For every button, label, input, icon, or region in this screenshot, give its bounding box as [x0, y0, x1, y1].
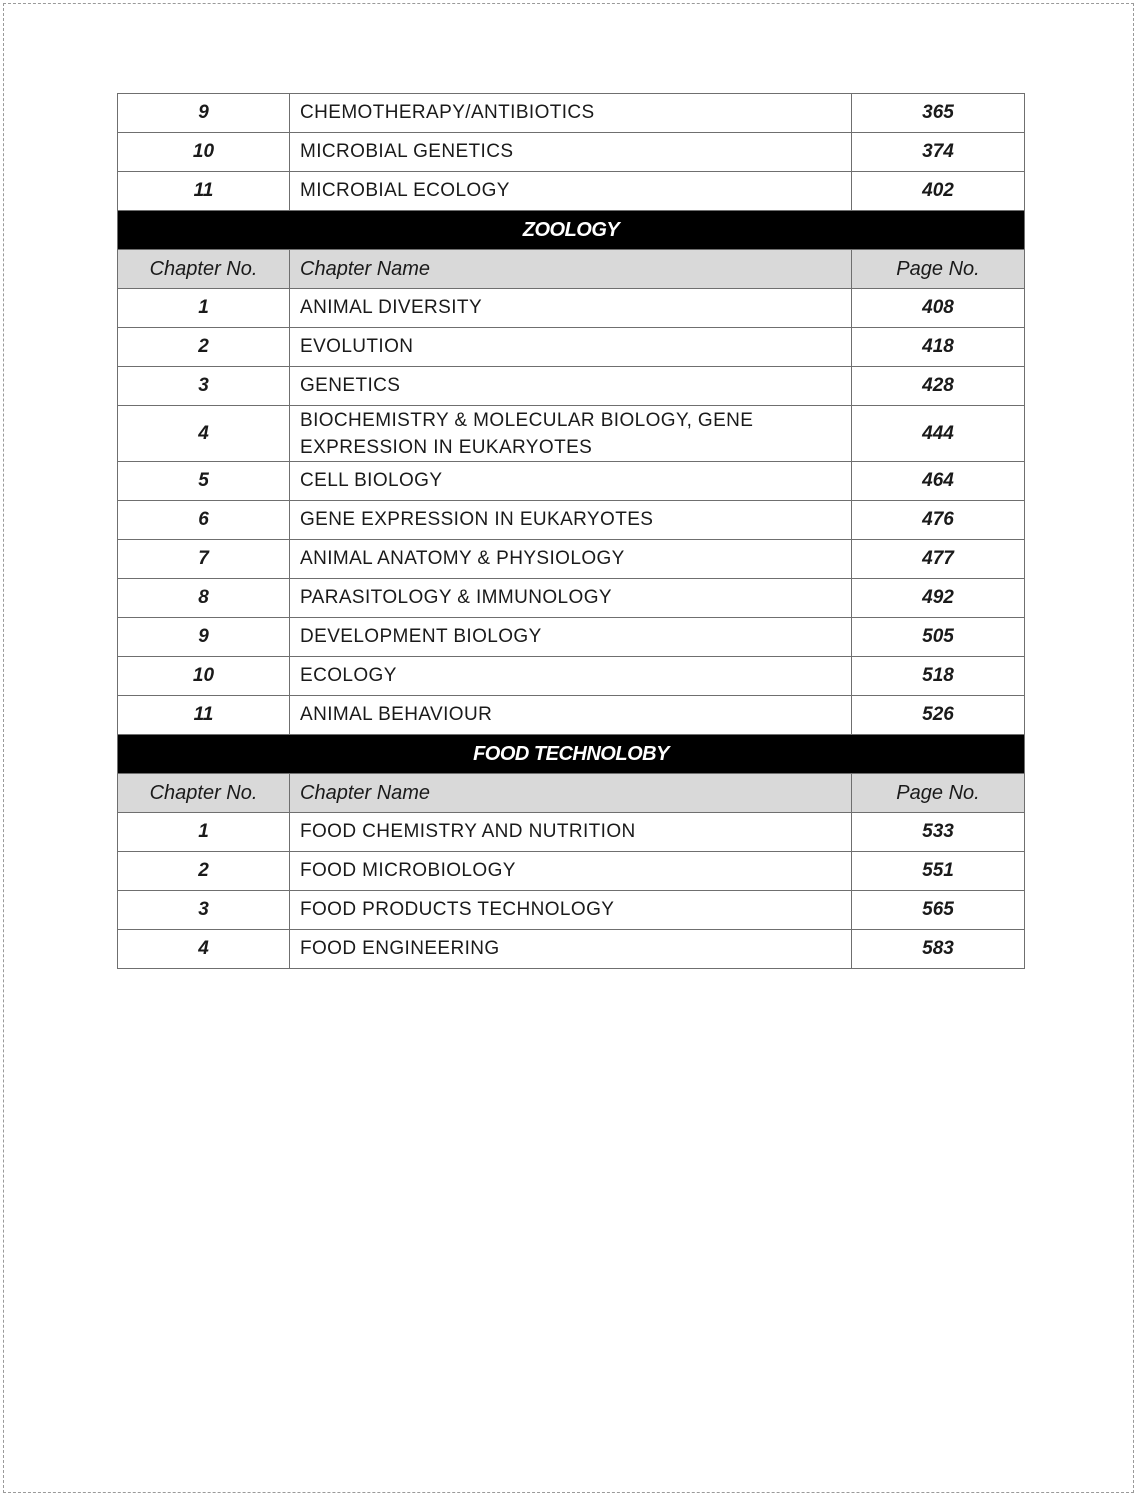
- page-number: 518: [852, 657, 1025, 696]
- page-number: 477: [852, 540, 1025, 579]
- chapter-name: MICROBIAL ECOLOGY: [290, 172, 852, 211]
- table-row: [118, 289, 1025, 328]
- page-number: 505: [852, 618, 1025, 657]
- chapter-name: BIOCHEMISTRY & MOLECULAR BIOLOGY, GENE EXPRESSION IN EUKARYOTES: [290, 406, 852, 462]
- chapter-name: ANIMAL DIVERSITY: [290, 289, 852, 328]
- table-row: [118, 501, 1025, 540]
- page-number: 418: [852, 328, 1025, 367]
- chapter-number: 7: [118, 540, 290, 579]
- table-row: [118, 891, 1025, 930]
- chapter-name: GENETICS: [290, 367, 852, 406]
- page-number: 428: [852, 367, 1025, 406]
- table-row: [118, 540, 1025, 579]
- page-number: 444: [852, 406, 1025, 462]
- table-row: [118, 406, 1025, 462]
- chapter-number: 1: [118, 813, 290, 852]
- table-of-contents: [117, 93, 1025, 969]
- table-row: [118, 930, 1025, 969]
- page-number: 551: [852, 852, 1025, 891]
- chapter-number: 5: [118, 462, 290, 501]
- column-header-chapter-name: Chapter Name: [290, 250, 852, 289]
- table-row: [118, 172, 1025, 211]
- column-header-chapter-no: Chapter No.: [118, 774, 290, 813]
- table-row: [118, 94, 1025, 133]
- column-header-page-no: Page No.: [852, 250, 1025, 289]
- section-title: ZOOLOGY: [118, 211, 1025, 250]
- chapter-number: 4: [118, 406, 290, 462]
- page-number: 583: [852, 930, 1025, 969]
- chapter-name: CELL BIOLOGY: [290, 462, 852, 501]
- chapter-number: 10: [118, 657, 290, 696]
- chapter-number: 2: [118, 328, 290, 367]
- section-header-food-technology: [118, 735, 1025, 774]
- table-row: [118, 579, 1025, 618]
- table-row: [118, 618, 1025, 657]
- chapter-number: 6: [118, 501, 290, 540]
- page-number: 526: [852, 696, 1025, 735]
- page-number: 408: [852, 289, 1025, 328]
- column-header-chapter-no: Chapter No.: [118, 250, 290, 289]
- chapter-number: 3: [118, 367, 290, 406]
- chapter-number: 4: [118, 930, 290, 969]
- chapter-number: 11: [118, 696, 290, 735]
- chapter-number: 3: [118, 891, 290, 930]
- table-row: [118, 328, 1025, 367]
- page-number: 565: [852, 891, 1025, 930]
- column-header-row: [118, 250, 1025, 289]
- chapter-name: PARASITOLOGY & IMMUNOLOGY: [290, 579, 852, 618]
- chapter-number: 11: [118, 172, 290, 211]
- table-row: [118, 696, 1025, 735]
- table-row: [118, 367, 1025, 406]
- chapter-name: FOOD ENGINEERING: [290, 930, 852, 969]
- page-number: 464: [852, 462, 1025, 501]
- chapter-number: 10: [118, 133, 290, 172]
- chapter-name: ANIMAL BEHAVIOUR: [290, 696, 852, 735]
- page-number: 374: [852, 133, 1025, 172]
- chapter-name: FOOD MICROBIOLOGY: [290, 852, 852, 891]
- chapter-name: CHEMOTHERAPY/ANTIBIOTICS: [290, 94, 852, 133]
- chapter-name: ECOLOGY: [290, 657, 852, 696]
- chapter-number: 2: [118, 852, 290, 891]
- column-header-page-no: Page No.: [852, 774, 1025, 813]
- section-header-zoology: [118, 211, 1025, 250]
- chapter-name: EVOLUTION: [290, 328, 852, 367]
- column-header-row: [118, 774, 1025, 813]
- table-row: [118, 462, 1025, 501]
- chapter-name: FOOD CHEMISTRY AND NUTRITION: [290, 813, 852, 852]
- table-row: [118, 657, 1025, 696]
- chapter-number: 9: [118, 618, 290, 657]
- chapter-name: GENE EXPRESSION IN EUKARYOTES: [290, 501, 852, 540]
- table-row: [118, 813, 1025, 852]
- page-number: 365: [852, 94, 1025, 133]
- chapter-name: ANIMAL ANATOMY & PHYSIOLOGY: [290, 540, 852, 579]
- table-row: [118, 852, 1025, 891]
- page-number: 533: [852, 813, 1025, 852]
- chapter-number: 1: [118, 289, 290, 328]
- page-number: 492: [852, 579, 1025, 618]
- column-header-chapter-name: Chapter Name: [290, 774, 852, 813]
- chapter-name: FOOD PRODUCTS TECHNOLOGY: [290, 891, 852, 930]
- section-title: FOOD TECHNOLOBY: [118, 735, 1025, 774]
- chapter-number: 9: [118, 94, 290, 133]
- page-number: 476: [852, 501, 1025, 540]
- chapter-name: DEVELOPMENT BIOLOGY: [290, 618, 852, 657]
- page-number: 402: [852, 172, 1025, 211]
- chapter-number: 8: [118, 579, 290, 618]
- table-row: [118, 133, 1025, 172]
- chapter-name: MICROBIAL GENETICS: [290, 133, 852, 172]
